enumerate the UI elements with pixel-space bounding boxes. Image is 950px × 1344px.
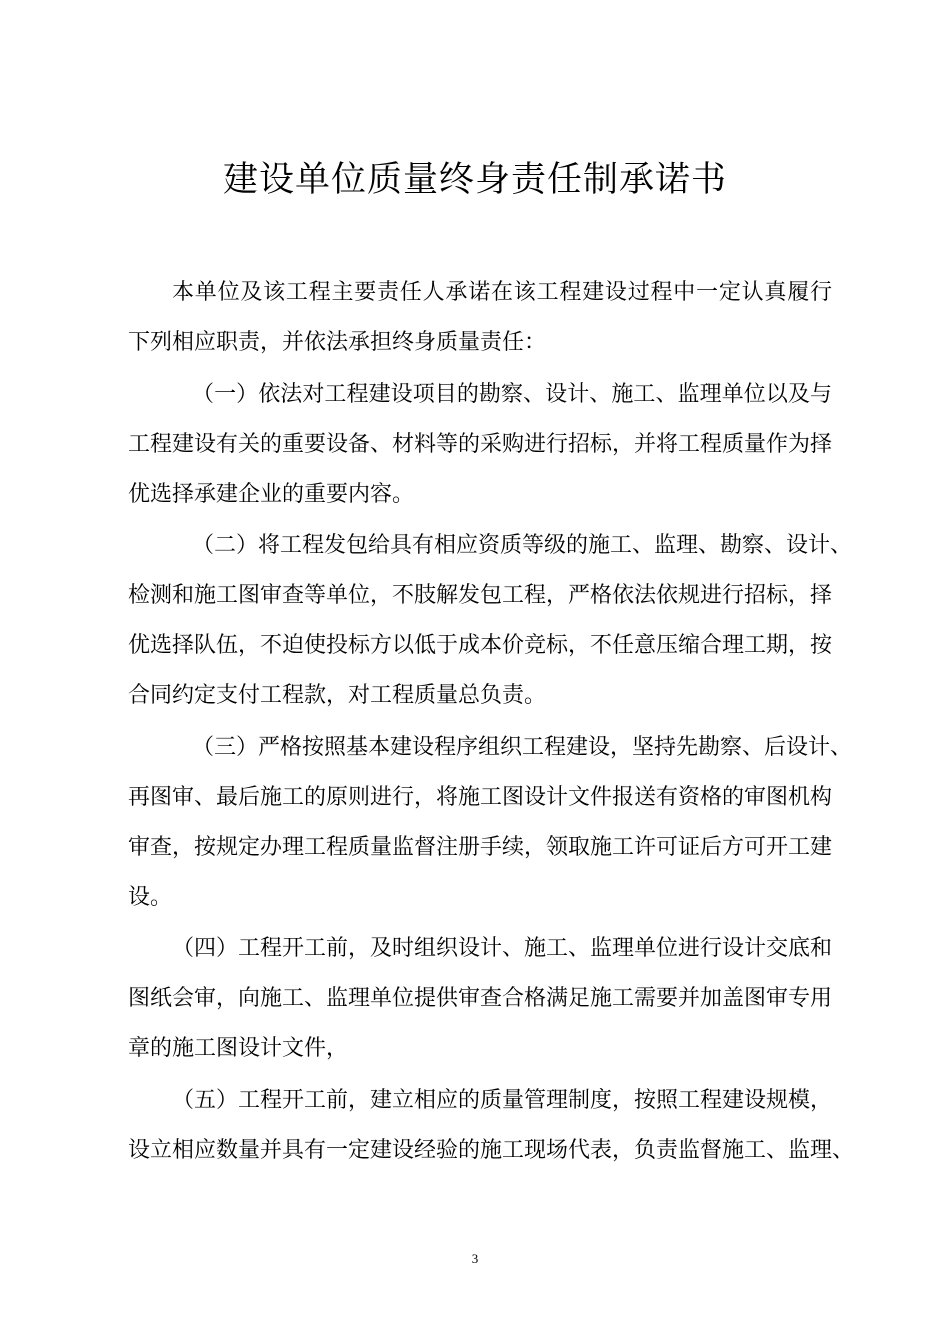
paragraph-item-2 [128, 521, 853, 721]
paragraph-line: 工程建设有关的重要设备、材料等的采购进行招标，并将工程质量作为择 [128, 431, 833, 457]
paragraph-line: 章的施工图设计文件， [128, 1036, 349, 1061]
paragraph-item-1 [128, 370, 832, 520]
paragraph-intro [128, 268, 832, 368]
paragraph-line: 优选择队伍，不迫使投标方以低于成本价竞标，不任意压缩合理工期，按 [128, 633, 833, 658]
paragraph-line: （四）工程开工前，及时组织设计、施工、监理单位进行设计交底和 [172, 936, 833, 961]
paragraph-line: （三）严格按照基本建设程序组织工程建设，坚持先勘察、后设计、 [192, 734, 853, 760]
paragraph-line: 合同约定支付工程款，对工程质量总负责。 [128, 683, 547, 708]
paragraph-line: （一）依法对工程建设项目的勘察、设计、施工、监理单位以及与 [192, 381, 832, 407]
page-number: 3 [471, 1251, 479, 1266]
paragraph-line: 本单位及该工程主要责任人承诺在该工程建设过程中一定认真履行 [172, 280, 832, 305]
paragraph-item-5 [128, 1076, 855, 1176]
paragraph-line: 优选择承建企业的重要内容。 [128, 481, 415, 507]
paragraph-line: 再图审、最后施工的原则进行，将施工图设计文件报送有资格的审图机构 [128, 784, 833, 810]
paragraph-item-3 [128, 723, 853, 923]
paragraph-line: （二）将工程发包给具有相应资质等级的施工、监理、勘察、设计、 [192, 533, 853, 558]
paragraph-line: 下列相应职责，并依法承担终身质量责任： [128, 330, 547, 355]
document-body [128, 268, 855, 1177]
paragraph-line: 图纸会审，向施工、监理单位提供审查合格满足施工需要并加盖图审专用 [128, 986, 833, 1011]
paragraph-line: 检测和施工图审查等单位，不肢解发包工程，严格依法依规进行招标，择 [128, 583, 833, 608]
paragraph-line: 审查，按规定办理工程质量监督注册手续，领取施工许可证后方可开工建 [128, 834, 833, 860]
document-title: 建设单位质量终身责任制承诺书 [222, 160, 727, 200]
paragraph-line: （五）工程开工前，建立相应的质量管理制度，按照工程建设规模， [172, 1087, 833, 1113]
paragraph-line: 设。 [128, 884, 173, 910]
paragraph-item-4 [128, 924, 832, 1074]
paragraph-line: 设立相应数量并具有一定建设经验的施工现场代表，负责监督施工、监理、 [128, 1137, 855, 1163]
